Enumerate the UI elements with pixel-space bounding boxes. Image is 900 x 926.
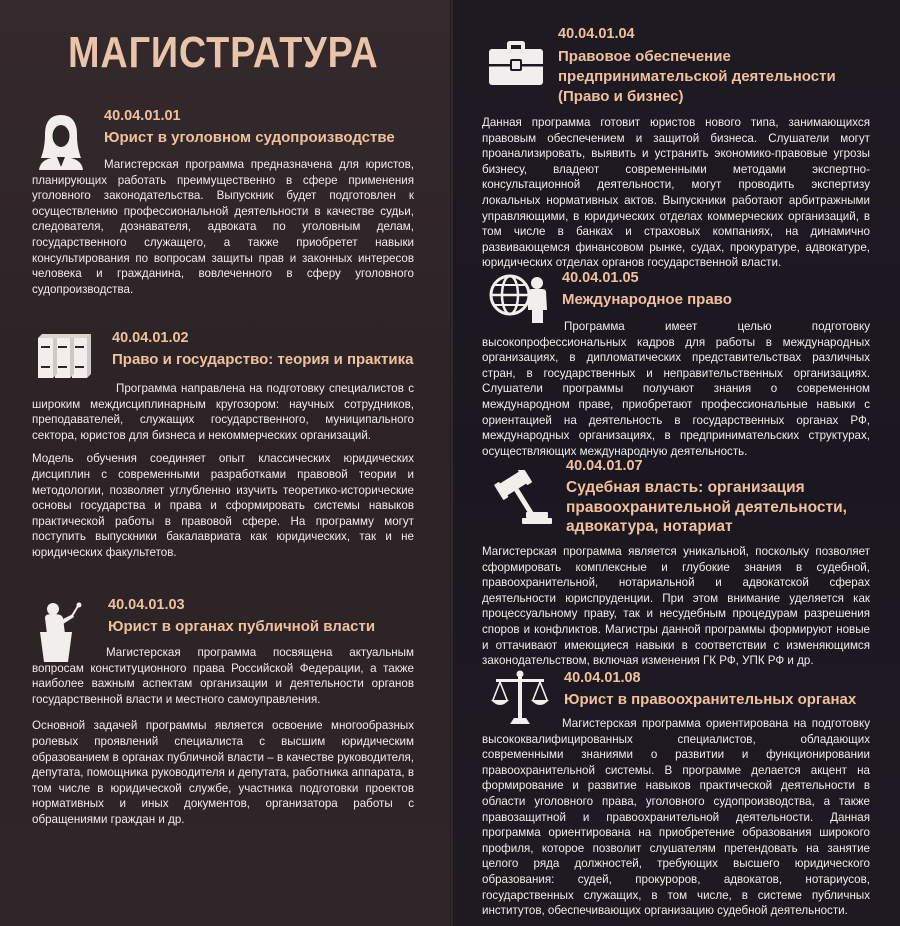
- section-7-body: [482, 716, 870, 919]
- program-description: Магистерская программа посвящена актуальным вопросам конституционного права Российской Федерации, а также наиболее важным аспектам организации и деятельности органов государственной власти и местного самоуправления.: [32, 646, 414, 706]
- page-title: МАГИСТРАТУРА: [68, 28, 379, 77]
- program-name: Юрист в правоохранительных органах: [564, 691, 857, 708]
- program-code: 40.04.01.04: [558, 26, 635, 42]
- gavel-icon: [486, 470, 554, 526]
- program-description: Программа имеет целью подготовку высокопрофессиональных кадров для работы в международных организациях, в дипломатических представительствах различных стран, в государственных и неправительственных организациях. Слушатели программы получают знания о современном международном праве, приобретают профессиональные навыки с ориентацией на деятельность в государственных органах РФ, международных организациях, в предпринимательских структурах, осуществляющих международную деятельность.: [482, 320, 870, 458]
- program-description: Магистерская программа является уникальной, поскольку позволяет сформировать комплексные и глубокие знания в судебной, правоохранительной, нотариальной и адвокатской сферах деятельности юриспруденции. При этом внимание уделяется как процессуальному праву, так и несудебным процедурам разрешения споров и конфликтов. Магистры данной программы формируют новые и оттачивают имеющиеся навыки в соответствии с изменяющимся законодательством, включая изменения ГК РФ, УПК РФ и др.: [482, 545, 870, 668]
- section-1-body: [32, 157, 414, 297]
- section-7: [564, 670, 874, 709]
- briefcase-icon: [488, 40, 544, 86]
- section-3: [108, 597, 428, 636]
- program-code: 40.04.01.03: [108, 597, 185, 613]
- program-description: Магистерская программа предназначена для юристов, планирующих работать преимущественно в сфере применения уголовного законодательства. Выпускник будет подготовлен к осуществлению профессиональной деятельности в качестве судьи, следователя, дознавателя, адвоката по уголовным делам, государственного служащего, а также приобретет навыки консультирования по вопросам защиты прав и законных интересов человека и гражданина, вовлеченного в сферу уголовного судопроизводства.: [32, 158, 414, 296]
- program-code: 40.04.01.08: [564, 670, 641, 686]
- program-name: Международное право: [562, 291, 732, 308]
- program-description: Программа направлена на подготовку специалистов с широким междисциплинарным кругозором: научных сотрудников, преподавателей, служащих государственного, муниципального сектора, юристов для бизнеса и некоммерческих организаций.: [32, 382, 414, 442]
- section-6-body: [482, 544, 870, 669]
- section-2-body: [32, 381, 414, 561]
- program-code: 40.04.01.07: [566, 458, 643, 474]
- section-1: [104, 108, 414, 147]
- program-code: 40.04.01.01: [104, 108, 181, 124]
- section-4-body: [482, 115, 870, 271]
- section-2: [112, 330, 432, 369]
- section-4: [558, 26, 878, 107]
- program-description: Модель обучения соединяет опыт классических юридических дисциплин с современными разработками правовой теории и методологии, позволяет углубленно изучить теоретико-исторические основы государства и права и сформировать системы навыков практической работы в правовой сфере. На программу могут поступить выпускники бакалавриата как юридических, так и не юридических факультетов.: [32, 452, 414, 559]
- books-icon: [36, 334, 92, 380]
- section-3-body: [32, 645, 414, 828]
- section-6: [566, 458, 876, 537]
- program-name: Юрист в органах публичной власти: [108, 618, 376, 635]
- program-description: Данная программа готовит юристов нового типа, занимающихся правовым обеспечением и защитой бизнеса. Слушатели могут проанализировать, выявить и устранить экономико-правовые угрозы бизнесу, владеют современными методами экспертно-консультационной деятельности, могут проводить экспертизу локальных нормативных актов. Выпускники работают арбитражными управляющими, в юридических отделах коммерческих организаций, в том числе в банках и страховых компаниях, на динамично развивающемся финансовом рынке, судах, прокуратуре, адвокатуре, юридических отделах органов государственной власти.: [482, 116, 870, 270]
- program-name: Судебная власть: организация правоохранительной деятельности, адвокатура, нотариат: [566, 479, 847, 535]
- globe-person-icon: [488, 270, 552, 324]
- program-name: Право и государство: теория и практика: [112, 351, 414, 368]
- program-name: Юрист в уголовном судопроизводстве: [104, 129, 395, 146]
- program-code: 40.04.01.02: [112, 330, 189, 346]
- section-5-body: [482, 319, 870, 459]
- program-description: Магистерская программа ориентирована на подготовку высококвалифицированных специалистов, обладающих современными знаниями о развитии и функционировании правоохранительной системы. В программе делается акцент на формирование и развитие навыков практической деятельности в области уголовного права, уголовного судопроизводства, а также правозащитной и правоохранительной деятельности. Данная программа ориентирована на приобретение образования широкого профиля, которое позволит слушателям претендовать на занятие целого ряда должностей, требующих высшего юридического образования: судей, прокуроров, адвокатов, нотариусов, государственных служащих, в том числе, в системе публичных институтов, обеспечивающих организацию судебной деятельности.: [482, 717, 870, 918]
- section-5: [562, 270, 862, 309]
- program-description: Основной задачей программы является освоение многообразных ролевых проявлений специалиста с высшим юридическим образованием в органах публичной власти – в качестве руководителя, депутата, помощника руководителя и депутата, работника аппарата, в том числе в юридической службе, участника подготовки проектов нормативных и иных документов, организатора работы с обращениями граждан и др.: [32, 719, 414, 826]
- program-name: Правовое обеспечение предпринимательской деятельности (Право и бизнес): [558, 48, 836, 105]
- page-fold: [450, 0, 454, 926]
- program-code: 40.04.01.05: [562, 270, 639, 286]
